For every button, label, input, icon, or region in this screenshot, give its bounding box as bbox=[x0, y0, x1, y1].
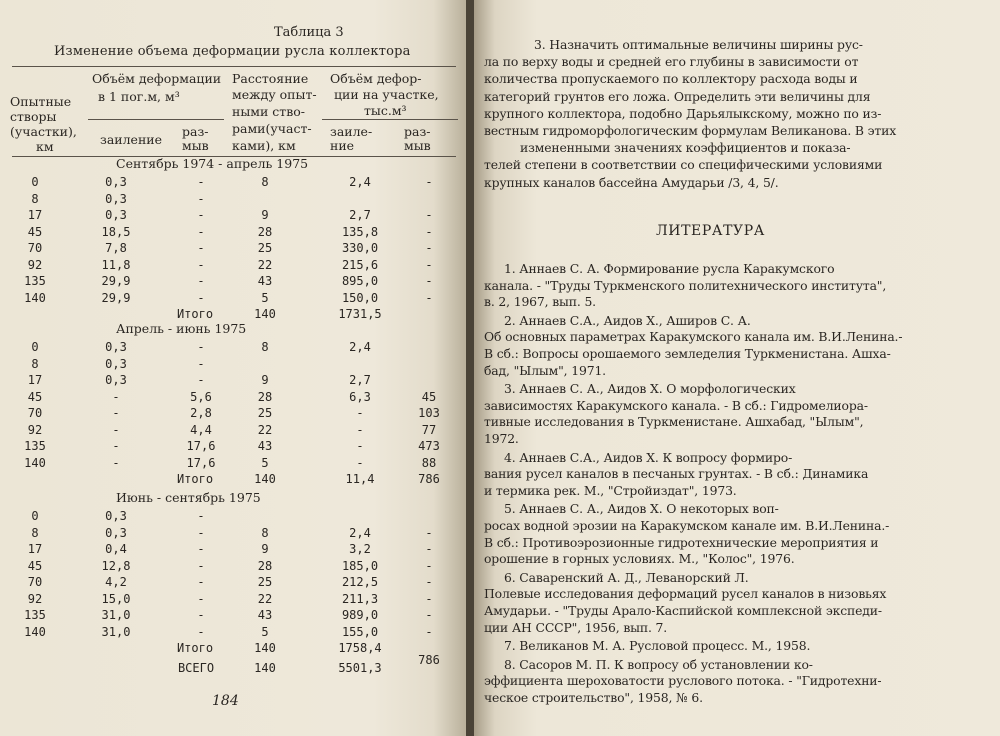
total-cell: Итого bbox=[176, 641, 214, 655]
period-label: Сентябрь 1974 - апрель 1975 bbox=[116, 156, 309, 171]
header-col4a: заиле-ние bbox=[330, 124, 373, 153]
table-cell: - bbox=[425, 241, 433, 255]
table-cell: 70 bbox=[27, 406, 43, 420]
table-cell: 31,0 bbox=[101, 624, 131, 639]
table-cell: 0,3 bbox=[105, 356, 127, 371]
period-label: Апрель - июнь 1975 bbox=[116, 321, 247, 336]
total-cell: 140 bbox=[254, 641, 276, 655]
table-cell: 0 bbox=[31, 340, 39, 354]
intro-line: количества пропускаемого по коллектору расхода воды и bbox=[484, 71, 858, 87]
table-cell: 8 bbox=[261, 525, 269, 540]
table-cell: 155,0 bbox=[341, 624, 379, 639]
table-cell: 9 bbox=[261, 542, 269, 556]
table-cell: 8 bbox=[31, 356, 39, 371]
table-cell: 0,3 bbox=[105, 175, 127, 189]
table-cell: 4,4 bbox=[190, 422, 212, 437]
table-title: Изменение объема деформации русла коллектора bbox=[54, 44, 411, 59]
intro-line: вестным гидроморфологическим формулам Великанова. В этих bbox=[484, 123, 897, 138]
table-cell: 22 bbox=[257, 591, 273, 606]
table-cell: 77 bbox=[421, 422, 437, 437]
reference-line: в. 2, 1967, вып. 5. bbox=[484, 294, 596, 310]
table-cell: 135 bbox=[24, 439, 46, 453]
table-cell: - bbox=[112, 455, 120, 470]
table-cell: - bbox=[197, 542, 205, 556]
table-cell: - bbox=[425, 558, 433, 573]
table-cell: 28 bbox=[257, 558, 273, 573]
table-cell: - bbox=[197, 624, 205, 639]
table-cell: 18,5 bbox=[101, 224, 131, 239]
header-col4-line2: ции на участке, bbox=[334, 87, 439, 102]
header-col3-line2: между опыт- bbox=[232, 87, 317, 102]
header-col4b: раз-мыв bbox=[404, 124, 431, 153]
header-col1-line1: Опытные bbox=[10, 94, 72, 109]
literature-heading: ЛИТЕРАТУРА bbox=[656, 223, 765, 239]
table-label: Таблица 3 bbox=[274, 25, 344, 40]
table-cell: - bbox=[197, 608, 205, 622]
table-cell: - bbox=[197, 340, 205, 354]
table-cell: 43 bbox=[257, 608, 273, 622]
reference-line: и термика рек. М., "Стройиздат", 1973. bbox=[484, 482, 737, 498]
table-cell: 330,0 bbox=[341, 241, 379, 255]
table-cell: - bbox=[425, 624, 433, 639]
table-cell: 11,8 bbox=[101, 257, 131, 272]
reference-line: ции АН СССР", 1956, вып. 7. bbox=[484, 619, 668, 635]
total-cell: 1731,5 bbox=[338, 307, 382, 321]
table-cell: 15,0 bbox=[101, 591, 131, 606]
table-cell: 92 bbox=[27, 591, 43, 606]
table-cell: - bbox=[197, 241, 205, 255]
table-cell: 0 bbox=[31, 509, 39, 523]
table-cell: 0,3 bbox=[105, 208, 127, 222]
table-cell: - bbox=[197, 290, 205, 305]
grand-total-cell: 786 bbox=[418, 653, 440, 667]
table-cell: - bbox=[197, 191, 205, 206]
table-cell: - bbox=[356, 439, 364, 453]
table-cell: - bbox=[197, 509, 205, 523]
table-cell: 2,4 bbox=[349, 525, 371, 540]
reference-line: 5. Аннаев С. А., Аидов Х. О некоторых воп- bbox=[504, 501, 779, 517]
header-col2-line2: в 1 пог.м, м³ bbox=[98, 89, 180, 104]
reference-line: эффициента шероховатости руслового потока. - "Гидротехни- bbox=[484, 673, 882, 689]
table-cell: - bbox=[112, 439, 120, 453]
table-cell: 135 bbox=[24, 608, 46, 622]
header-col1-line4: км bbox=[36, 139, 54, 154]
table-cell: 22 bbox=[257, 422, 273, 437]
table-cell: 0 bbox=[31, 175, 39, 189]
table-cell: 185,0 bbox=[341, 558, 379, 573]
table-cell: - bbox=[356, 455, 364, 470]
total-cell: 11,4 bbox=[345, 472, 375, 486]
reference-line: 3. Аннаев С. А., Аидов Х. О морфологических bbox=[504, 381, 796, 397]
header-col2-line1: Объём деформации bbox=[92, 71, 222, 86]
table-cell: 9 bbox=[261, 373, 269, 387]
table-cell: 70 bbox=[27, 575, 43, 589]
table-cell: 5 bbox=[261, 290, 269, 305]
table-cell: 0,3 bbox=[105, 340, 127, 354]
header-col2a: заиление bbox=[100, 132, 162, 147]
table-cell: 8 bbox=[31, 525, 39, 540]
page-number: 184 bbox=[212, 693, 239, 709]
reference-line: тивные исследования в Туркменистане. Ашхабад, "Ылым", bbox=[484, 414, 864, 430]
header-col4-rule bbox=[322, 119, 458, 120]
reference-line: Амударьи. - "Труды Арало-Каспийской комплексной экспеди- bbox=[484, 603, 882, 618]
table-cell: - bbox=[356, 422, 364, 437]
header-col3-line3: ными ство- bbox=[232, 104, 306, 119]
reference-line: ческое строительство", 1958, № 6. bbox=[484, 690, 703, 705]
table-cell: 3,2 bbox=[349, 542, 371, 556]
table-cell: 8 bbox=[31, 191, 39, 206]
book-gutter bbox=[466, 0, 474, 736]
reference-line: 2. Аннаев С.А., Аидов Х., Аширов С. А. bbox=[504, 312, 751, 328]
header-col1-line2: створы bbox=[10, 109, 57, 124]
header-col3-line4: рами(участ- bbox=[232, 121, 312, 136]
reference-line: 1. Аннаев С. А. Формирование русла Каракумского bbox=[504, 261, 835, 276]
table-cell: - bbox=[197, 525, 205, 540]
header-col2b: раз-мыв bbox=[182, 124, 209, 153]
table-cell: 5,6 bbox=[190, 389, 212, 404]
reference-line: 4. Аннаев С.А., Аидов Х. К вопросу формиро- bbox=[504, 449, 793, 465]
table-cell: - bbox=[425, 525, 433, 540]
table-cell: 17,6 bbox=[186, 439, 216, 453]
reference-line: росах водной эрозии на Каракумском канале им. В.И.Ленина.- bbox=[484, 518, 890, 533]
table-cell: 92 bbox=[27, 257, 43, 272]
reference-line: вания русел каналов в песчаных грунтах. - В сб.: Динамика bbox=[484, 466, 869, 482]
table-rule-top bbox=[12, 66, 456, 67]
table-cell: 45 bbox=[27, 558, 43, 573]
left-page bbox=[0, 0, 466, 736]
table-cell: 25 bbox=[257, 241, 273, 255]
table-cell: - bbox=[197, 575, 205, 589]
table-cell: 92 bbox=[27, 422, 43, 437]
table-cell: - bbox=[425, 224, 433, 239]
table-cell: 31,0 bbox=[101, 608, 131, 622]
total-cell: Итого bbox=[176, 472, 214, 486]
table-cell: - bbox=[197, 274, 205, 288]
table-cell: 17 bbox=[27, 542, 43, 556]
table-cell: - bbox=[197, 373, 205, 387]
table-cell: 12,8 bbox=[101, 558, 131, 573]
table-cell: 2,7 bbox=[349, 208, 371, 222]
table-cell: - bbox=[112, 389, 120, 404]
table-cell: 7,8 bbox=[105, 241, 127, 255]
reference-line: 6. Саваренский А. Д., Леванорский Л. bbox=[504, 569, 749, 585]
table-cell: 45 bbox=[27, 224, 43, 239]
table-cell: 140 bbox=[24, 290, 46, 305]
table-cell: 211,3 bbox=[341, 591, 379, 606]
table-cell: 150,0 bbox=[341, 290, 379, 305]
table-cell: - bbox=[112, 422, 120, 437]
table-cell: - bbox=[425, 591, 433, 606]
table-cell: - bbox=[425, 257, 433, 272]
table-cell: 17 bbox=[27, 208, 43, 222]
reference-line: В сб.: Вопросы орошаемого земледелия Туркменистана. Ашха- bbox=[484, 346, 891, 361]
grand-total-cell: ВСЕГО bbox=[177, 661, 215, 675]
table-cell: - bbox=[425, 575, 433, 589]
intro-line: телей степени в соответствии со специфическими условиями bbox=[484, 157, 883, 173]
total-cell: Итого bbox=[176, 307, 214, 321]
table-cell: - bbox=[425, 608, 433, 622]
table-cell: 0,3 bbox=[105, 525, 127, 540]
reference-line: 8. Сасоров М. П. К вопросу об установлении ко- bbox=[504, 656, 813, 672]
total-cell: 140 bbox=[254, 307, 276, 321]
table-cell: 17 bbox=[27, 373, 43, 387]
table-cell: 9 bbox=[261, 208, 269, 222]
table-cell: 43 bbox=[257, 274, 273, 288]
total-cell: 1758,4 bbox=[338, 641, 382, 655]
table-cell: - bbox=[197, 591, 205, 606]
table-cell: 29,9 bbox=[101, 274, 131, 288]
table-cell: - bbox=[425, 208, 433, 222]
table-cell: - bbox=[425, 175, 433, 189]
table-cell: - bbox=[197, 356, 205, 371]
table-cell: 135 bbox=[24, 274, 46, 288]
period-label: Июнь - сентябрь 1975 bbox=[116, 490, 261, 505]
reference-line: 1972. bbox=[484, 431, 519, 446]
table-cell: 45 bbox=[421, 389, 437, 404]
table-cell: 215,6 bbox=[341, 257, 379, 272]
table-cell: 8 bbox=[261, 340, 269, 354]
table-cell: 140 bbox=[24, 455, 46, 470]
reference-line: орошение в горных условиях. М., "Колос", 1976. bbox=[484, 551, 795, 567]
reference-line: В сб.: Противоэрозионные гидротехнические мероприятия и bbox=[484, 534, 879, 550]
table-cell: 5 bbox=[261, 455, 269, 470]
grand-total-cell: 140 bbox=[254, 661, 276, 675]
table-cell: 212,5 bbox=[341, 575, 379, 589]
grand-total-cell: 5501,3 bbox=[338, 661, 382, 675]
table-cell: - bbox=[356, 406, 364, 420]
table-cell: 6,3 bbox=[349, 389, 371, 404]
header-col3-line5: ками), км bbox=[232, 138, 296, 153]
table-cell: 103 bbox=[418, 406, 440, 420]
reference-line: бад, "Ылым", 1971. bbox=[484, 362, 606, 378]
table-cell: 17,6 bbox=[186, 455, 216, 470]
table-cell: - bbox=[197, 175, 205, 189]
table-cell: 2,4 bbox=[349, 340, 371, 354]
table-cell: 0,3 bbox=[105, 191, 127, 206]
table-cell: 25 bbox=[257, 575, 273, 589]
intro-line: крупных каналов бассейна Амударьи /3, 4, 5/. bbox=[484, 174, 779, 190]
table-cell: 8 bbox=[261, 175, 269, 189]
table-cell: 4,2 bbox=[105, 575, 127, 589]
table-cell: - bbox=[197, 224, 205, 239]
intro-line: 3. Назначить оптимальные величины ширины рус- bbox=[534, 37, 863, 52]
table-cell: 22 bbox=[257, 257, 273, 272]
reference-line: зависимостях Каракумского канала. - В сб.: Гидромелиора- bbox=[484, 397, 868, 413]
table-cell: 2,4 bbox=[349, 175, 371, 189]
total-cell: 140 bbox=[254, 472, 276, 486]
reference-line: Полевые исследования деформаций русел каналов в низовьях bbox=[484, 586, 887, 602]
table-cell: 45 bbox=[27, 389, 43, 404]
table-cell: - bbox=[197, 208, 205, 222]
table-cell: 0,4 bbox=[105, 542, 127, 556]
table-cell: 895,0 bbox=[341, 274, 379, 288]
table-cell: 88 bbox=[421, 455, 437, 470]
table-cell: 43 bbox=[257, 439, 273, 453]
table-cell: - bbox=[425, 542, 433, 556]
table-cell: - bbox=[197, 257, 205, 272]
table-cell: 28 bbox=[257, 224, 273, 239]
table-cell: 989,0 bbox=[341, 608, 379, 622]
intro-line: ла по верху воды и средней его глубины в зависимости от bbox=[484, 54, 859, 70]
reference-line: 7. Великанов М. А. Русловой процесс. М., 1958. bbox=[504, 638, 811, 654]
table-cell: 28 bbox=[257, 389, 273, 404]
header-col3-line1: Расстояние bbox=[232, 71, 309, 86]
table-cell: 0,3 bbox=[105, 373, 127, 387]
table-cell: 70 bbox=[27, 241, 43, 255]
table-cell: 29,9 bbox=[101, 290, 131, 305]
table-cell: - bbox=[197, 558, 205, 573]
table-cell: - bbox=[425, 274, 433, 288]
reference-line: канала. - "Труды Туркменского политехнического института", bbox=[484, 277, 887, 293]
reference-line: Об основных параметрах Каракумского канала им. В.И.Ленина.- bbox=[484, 329, 903, 345]
header-col4-line1: Объём дефор- bbox=[330, 71, 422, 86]
table-cell: - bbox=[112, 406, 120, 420]
header-col1-line3: (участки), bbox=[10, 124, 77, 139]
header-col4-line3: тыс.м³ bbox=[364, 103, 407, 118]
intro-line: измененными значениях коэффициентов и показа- bbox=[520, 140, 851, 156]
intro-line: крупного коллектора, подобно Дарьялыкскому, можно по из- bbox=[484, 105, 882, 121]
table-cell: 2,7 bbox=[349, 373, 371, 387]
table-cell: 25 bbox=[257, 406, 273, 420]
table-cell: - bbox=[425, 290, 433, 305]
intro-line: категорий грунтов его ложа. Определить эти величины для bbox=[484, 88, 871, 104]
table-cell: 140 bbox=[24, 624, 46, 639]
table-cell: 2,8 bbox=[190, 406, 212, 420]
header-col2-rule bbox=[88, 119, 224, 120]
total-cell: 786 bbox=[418, 472, 440, 486]
table-cell: 5 bbox=[261, 624, 269, 639]
table-cell: 473 bbox=[418, 439, 440, 453]
table-cell: 135,8 bbox=[341, 224, 379, 239]
table-cell: 0,3 bbox=[105, 509, 127, 523]
